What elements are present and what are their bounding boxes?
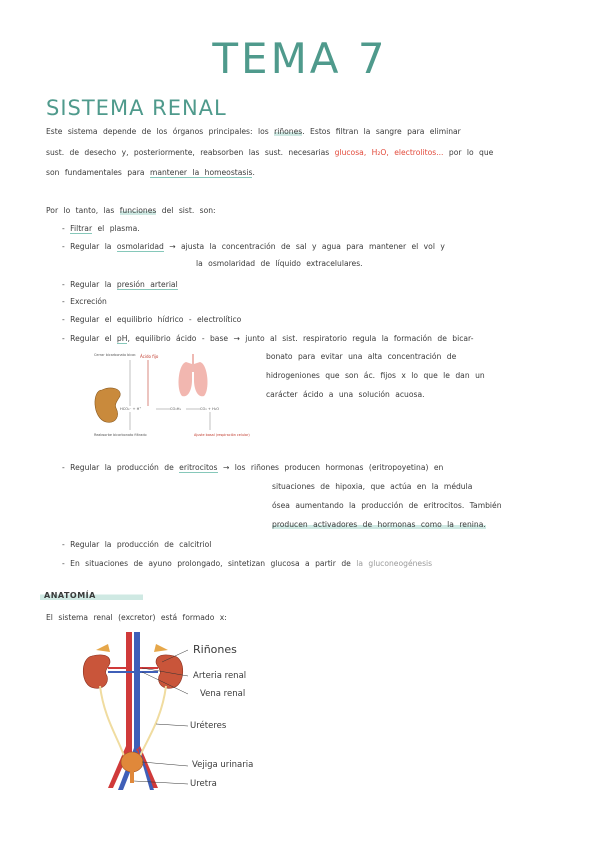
urethra-icon [130,771,134,783]
text: → los riñones producen hormonas (eritropoyetina) en [222,463,444,472]
lung-left-icon [179,362,192,396]
text: - En situaciones de ayuno prolongado, sintetizan glucosa a partir de [62,559,351,568]
kidney-right-icon [156,655,183,688]
text: Por lo tanto, las [46,206,115,215]
funciones-lead [46,205,216,217]
fig-label: CO₂ + H₂O [200,407,220,411]
text: - Regular la [62,242,112,251]
underline-text: eritrocitos [179,463,218,472]
fig-label: Ajuste basal (respiración celular) [194,433,250,437]
kidney-left-icon [83,655,110,688]
renina-highlight: producen activadores de hormonas como la renina. [272,520,486,529]
intro-line-1 [46,126,461,138]
bladder-icon [121,752,143,772]
homeostasis-underline: mantener la homeostasis [149,168,253,177]
underline-text: osmolaridad [116,242,164,251]
fig-label: HCO₃⁻ + H⁺ [120,407,142,411]
red-text: glucosa, H₂O, electrolitos... [334,148,444,157]
text: del sist. son: [161,206,216,215]
fig-label: Ácido fijo [140,354,159,359]
text: el plasma. [92,224,140,233]
section-title: SISTEMA RENAL [46,96,227,120]
kidney-icon [95,388,120,422]
label-vejiga: Vejiga urinaria [192,760,254,770]
funcion-4: - Excreción [62,297,107,306]
label-ureteres: Uréteres [190,721,227,731]
fig-label: Cerrar bicarbonato bicar. [94,353,137,357]
page-title: TEMA 7 [212,34,388,83]
intro-line-2 [46,147,493,159]
intro-text: . [252,168,255,177]
text: - Regular la producción de [62,463,174,472]
funcion-2 [62,241,445,253]
funcion-3 [62,279,178,291]
underline-text: Filtrar [70,224,93,233]
urinary-system-figure [78,628,188,798]
funcion-7-cont: situaciones de hipoxia, que actúa en la médula [272,482,473,491]
funcion-6-cont: carácter ácido a una solución acuosa. [266,390,425,399]
lung-right-icon [194,362,207,396]
text: - Regular el [62,334,112,343]
funcion-7 [62,462,443,474]
funcion-8: - Regular la producción de calcitriol [62,540,212,549]
funcion-1 [62,223,140,235]
underline-text: presión arterial [116,280,178,289]
funcion-7-cont [272,519,486,531]
aorta-icon [126,632,132,752]
underline-text: pH [116,334,128,343]
funcion-6-cont: hidrogeniones que son ác. fijos x lo que le dan un [266,371,485,380]
label-vena-renal: Vena renal [200,689,246,699]
intro-text: por lo que [448,148,494,157]
anatomia-heading: ANATOMÍA [40,591,143,600]
label-rinones: Riñones [193,643,237,656]
text: , equilibrio ácido - base → junto al sist. respiratorio regula la formación de bicar- [127,334,474,343]
funcion-5: - Regular el equilibrio hídrico - electrolítico [62,315,242,324]
text: - [62,224,71,233]
text: → ajusta la concentración de sal y agua para mantener el vol y [169,242,445,251]
funcion-6-cont: bonato para evitar una alta concentración de [266,352,457,361]
rinones-highlight: riñones [274,127,303,136]
funcion-7-cont: ósea aumentando la producción de eritrocitos. También [272,501,502,510]
intro-text: sust. de desecho y, posteriormente, reabsorben las sust. necesarias [46,148,330,157]
funcion-2-cont: la osmolaridad de líquido extracelulares. [196,259,363,268]
ureter-right-icon [140,686,166,756]
intro-text: son fundamentales para [46,168,145,177]
text: - Regular la [62,280,112,289]
funcion-9 [62,558,432,570]
intro-text: . Estos filtran la sangre para eliminar [302,127,461,136]
funciones-highlight: funciones [119,206,157,215]
fig-label: Reabsorbe bicarbonato filtrado [94,433,147,437]
intro-line-3 [46,167,255,179]
label-uretra: Uretra [190,779,217,789]
grey-text: la gluconeogénesis [356,559,433,568]
intro-text: Este sistema depende de los órganos principales: los [46,127,269,136]
acid-base-figure [90,350,250,450]
fig-label: CO₂H₃ [170,407,181,411]
ureter-left-icon [100,686,124,756]
funcion-6 [62,333,473,345]
label-arteria-renal: Arteria renal [193,671,247,681]
vena-cava-icon [134,632,140,752]
anatomia-intro: El sistema renal (excretor) está formado x: [46,613,227,622]
